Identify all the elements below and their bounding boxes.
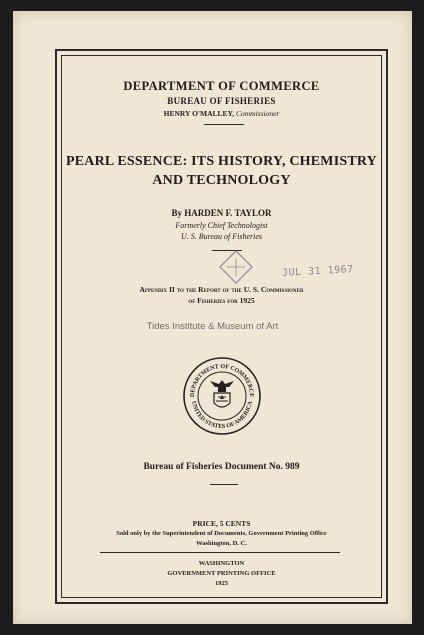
document-number: Bureau of Fisheries Document No. 989 bbox=[143, 462, 300, 472]
document-cover bbox=[13, 11, 412, 624]
commissioner-name: HENRY O'MALLEY, bbox=[163, 109, 235, 118]
appendix-line-2: of Fisheries for 1925 bbox=[188, 296, 255, 305]
sold-by-line-1: Sold only by the Superintendent of Documents, Government Printing Office bbox=[116, 530, 327, 537]
imprint-city: WASHINGTON bbox=[198, 560, 245, 567]
footer-divider bbox=[100, 552, 340, 553]
commissioner-title: Commissioner bbox=[235, 109, 280, 118]
document-title-line-2: AND TECHNOLOGY bbox=[152, 173, 291, 188]
author-affiliation-1: Formerly Chief Technologist bbox=[175, 221, 268, 230]
price-text: PRICE, 5 CENTS bbox=[192, 519, 251, 528]
department-name: DEPARTMENT OF COMMERCE bbox=[123, 79, 320, 93]
commissioner-line bbox=[62, 109, 381, 118]
department-seal-icon bbox=[182, 356, 262, 436]
received-date-stamp: JUL 31 1967 bbox=[281, 264, 354, 279]
watermark-text: Tides Institute & Museum of Art bbox=[146, 321, 279, 332]
sold-by-line-2: Washington, D. C. bbox=[196, 540, 247, 547]
imprint-printer: GOVERNMENT PRINTING OFFICE bbox=[167, 570, 276, 577]
docno-divider bbox=[210, 484, 238, 485]
seal-top-text: DEPARTMENT OF COMMERCE bbox=[189, 363, 255, 398]
imprint-year: 1925 bbox=[215, 580, 228, 587]
document-title-line-1: PEARL ESSENCE: ITS HISTORY, CHEMISTRY bbox=[65, 154, 377, 169]
appendix-line-1: Appendix II to the Report of the U. S. Commissioner bbox=[139, 285, 304, 294]
library-stamp-mark-icon bbox=[218, 249, 254, 285]
seal-bottom-text: UNITED STATES OF AMERICA bbox=[190, 400, 254, 431]
author-affiliation-2: U. S. Bureau of Fisheries bbox=[180, 232, 263, 241]
header-divider bbox=[204, 124, 244, 125]
bureau-name: BUREAU OF FISHERIES bbox=[167, 96, 276, 106]
author-byline: By HARDEN F. TAYLOR bbox=[171, 208, 272, 218]
